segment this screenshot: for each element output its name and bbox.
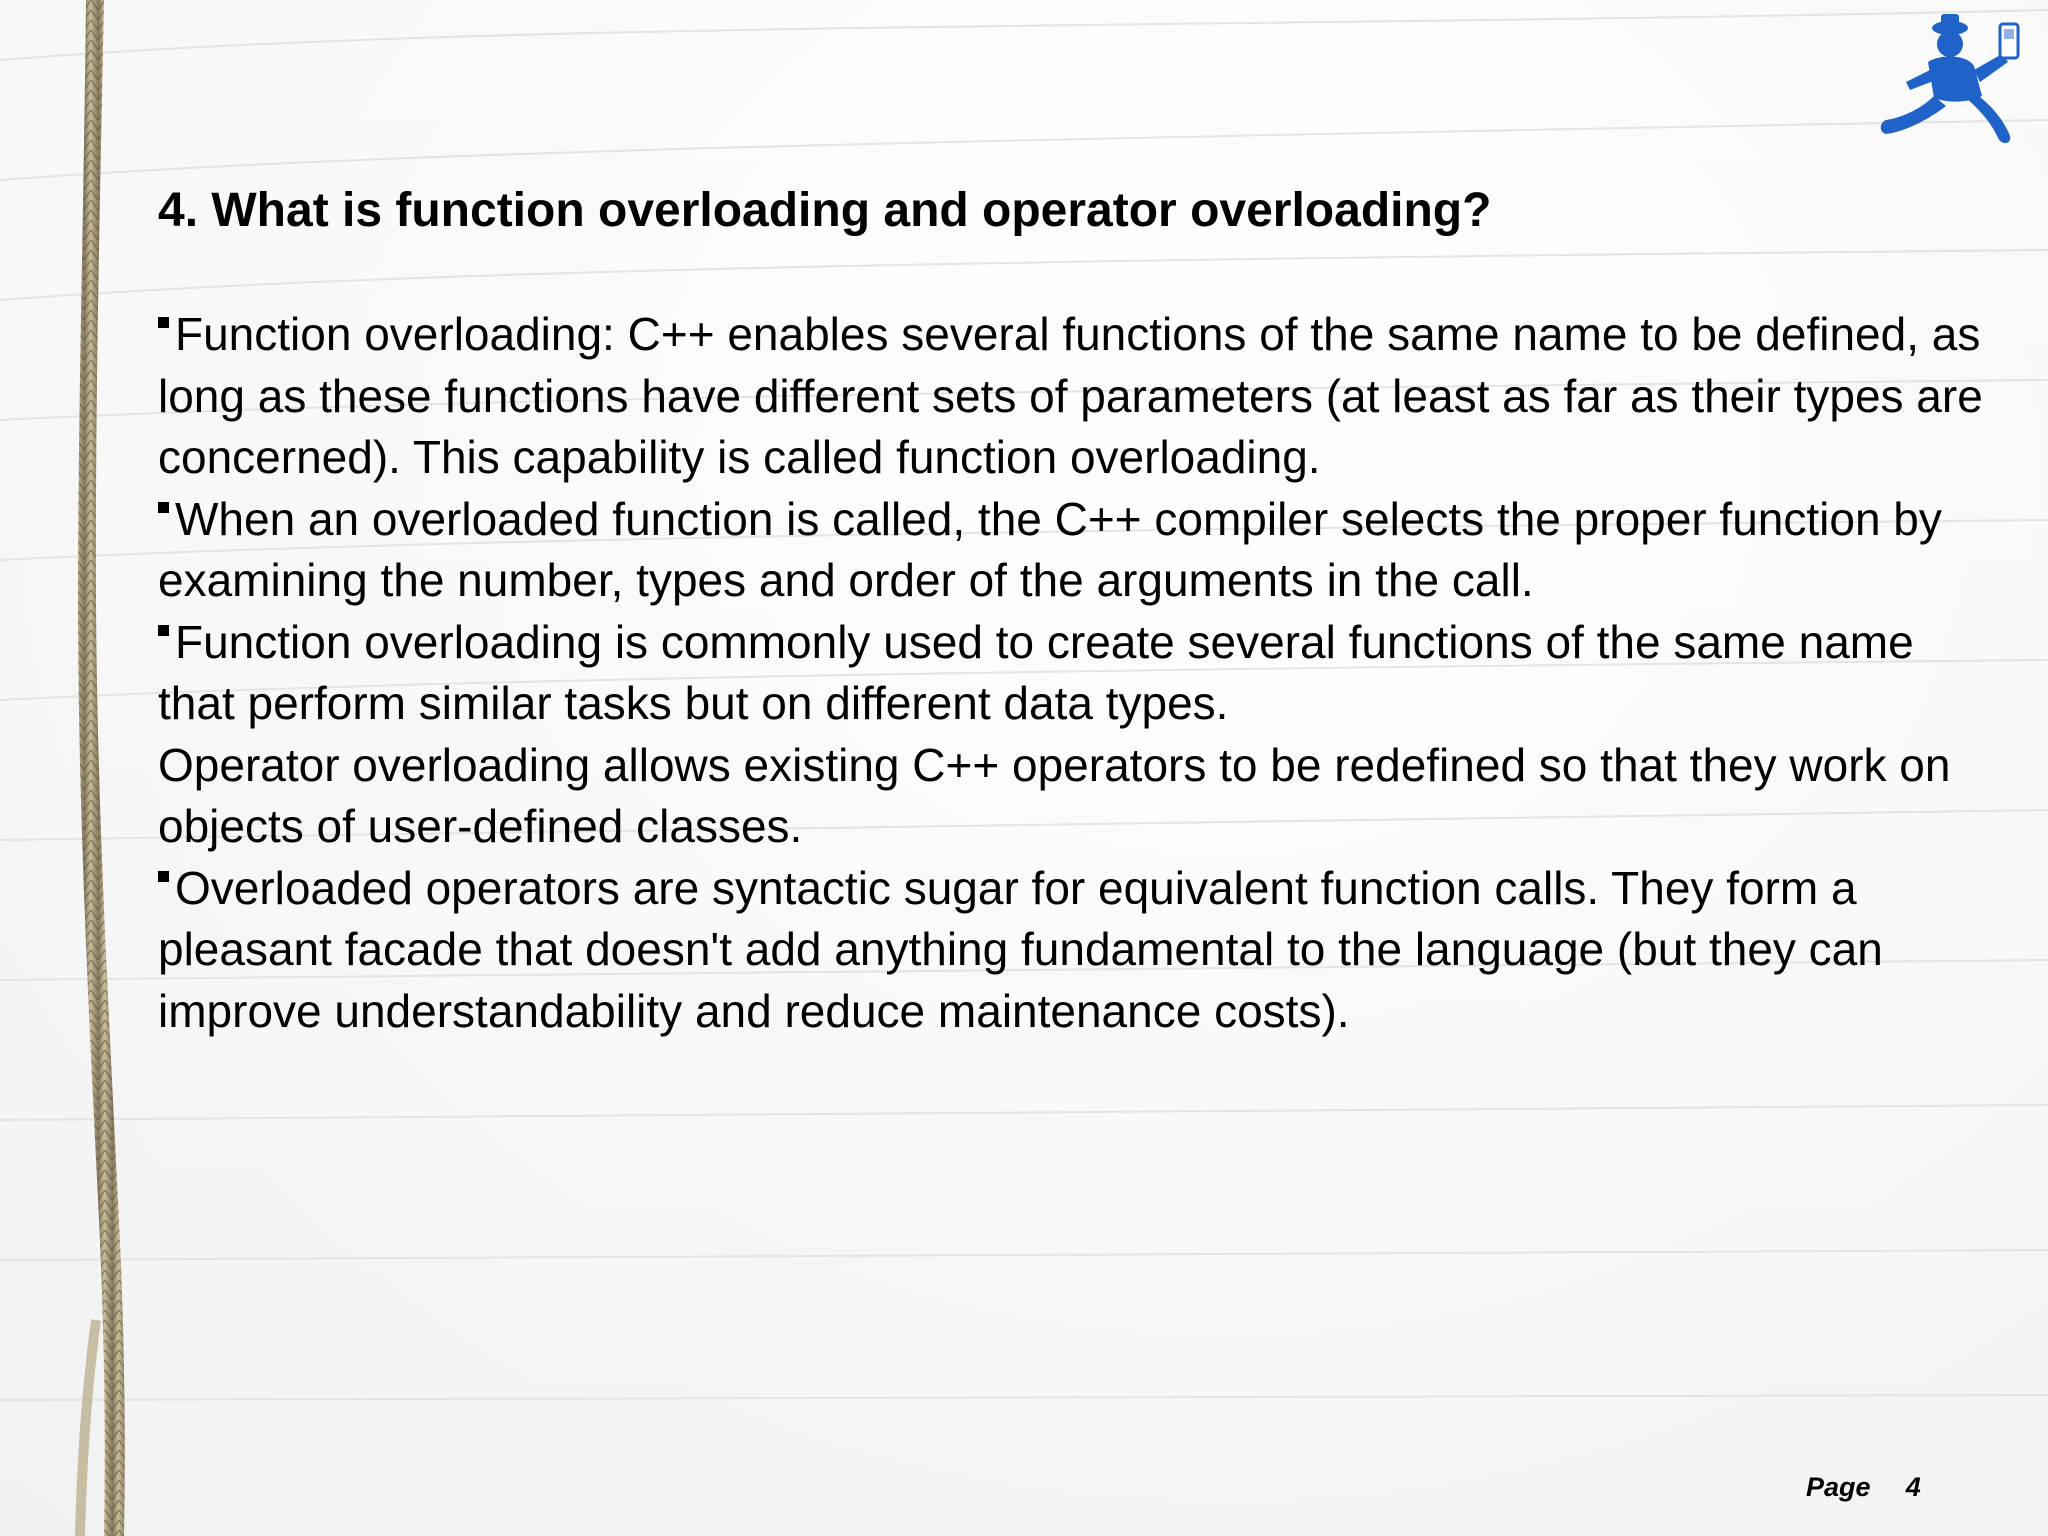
square-bullet-icon bbox=[158, 871, 169, 882]
paragraph-text: Overloaded operators are syntactic sugar for equivalent function calls. They form a pleasant facade that doesn't add anything fundamental to the language (but they can improve understandability and reduce maintenance costs). bbox=[158, 861, 1883, 1037]
paragraph-operator-overloading bbox=[158, 735, 1988, 858]
paragraph-text: Function overloading: C++ enables several functions of the same name to be defined, as long as these functions have different sets of parameters (at least as far as their types are concerned). This capability is called function overloading. bbox=[158, 308, 1983, 483]
notebook-binding-cord bbox=[0, 0, 170, 1536]
paragraph-compiler-selection bbox=[158, 489, 1988, 612]
paragraph-text: Function overloading is commonly used to create several functions of the same name that perform similar tasks but on different data types. bbox=[158, 615, 1914, 729]
slide-heading: 4. What is function overloading and operator overloading? bbox=[158, 184, 1492, 237]
paragraph-syntactic-sugar bbox=[158, 858, 1988, 1043]
square-bullet-icon bbox=[158, 317, 169, 328]
slide-content bbox=[158, 180, 1988, 1042]
running-mascot-logo-icon bbox=[1870, 10, 2030, 155]
square-bullet-icon bbox=[158, 502, 169, 513]
paragraph-function-overloading bbox=[158, 304, 1988, 489]
paragraph-text: When an overloaded function is called, the C++ compiler selects the proper function by examining the number, types and order of the arguments in the call. bbox=[158, 492, 1942, 606]
page-number: Page 4 bbox=[1806, 1472, 1894, 1502]
square-bullet-icon bbox=[158, 625, 169, 636]
paragraph-common-usage bbox=[158, 612, 1988, 735]
paragraph-text: Operator overloading allows existing C++ operators to be redefined so that they work on objects of user-defined classes. bbox=[158, 738, 1951, 852]
